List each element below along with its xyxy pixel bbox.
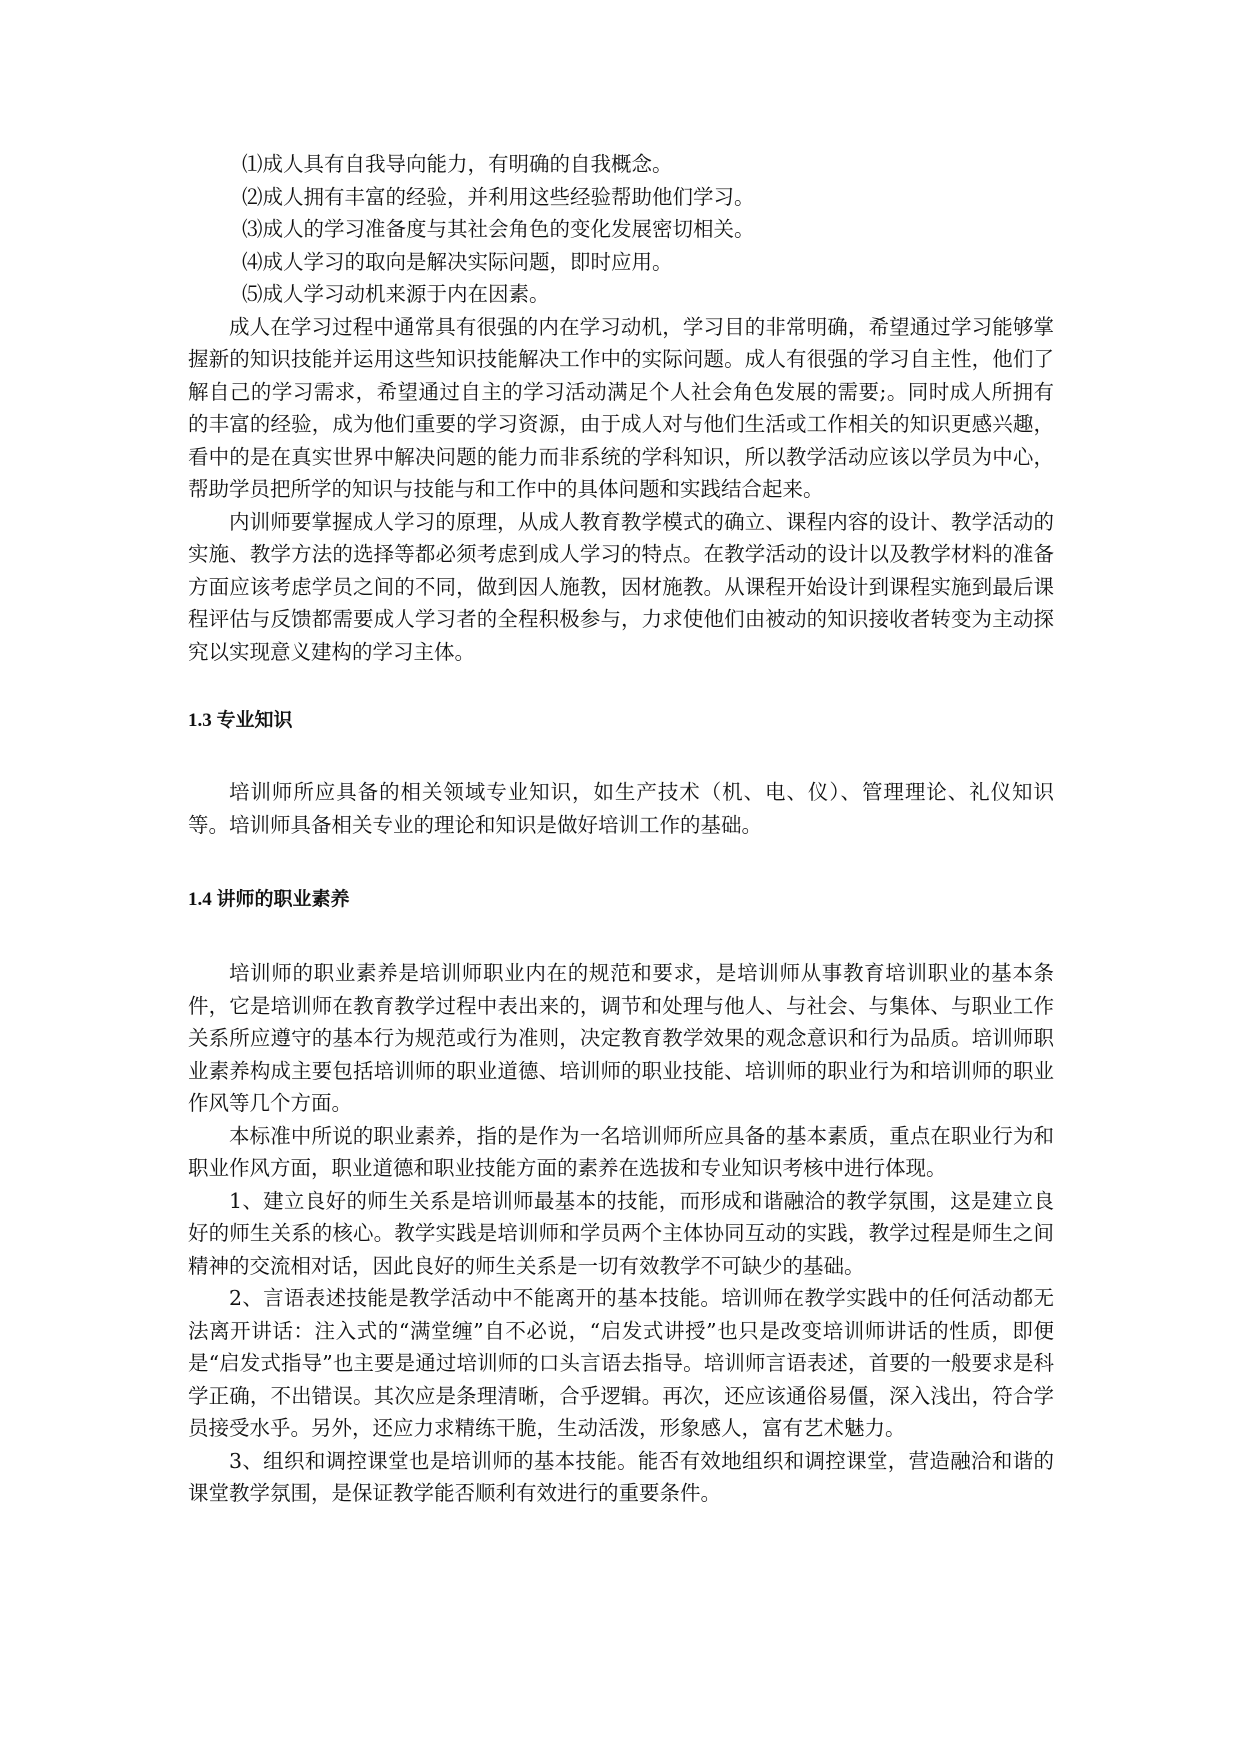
numbered-list bbox=[188, 148, 1054, 311]
spacer bbox=[188, 668, 1054, 706]
spacer bbox=[188, 841, 1054, 885]
body-paragraph: 本标准中所说的职业素养，指的是作为一名培训师所应具备的基本素质，重点在职业行为和职业作风方面，职业道德和职业技能方面的素养在选拔和专业知识考核中进行体现。 bbox=[188, 1123, 1054, 1180]
body-paragraph: 2、言语表述技能是教学活动中不能离开的基本技能。培训师在教学实践中的任何活动都无法离开讲话：注入式的“满堂缠”自不必说，“启发式讲授”也只是改变培训师讲话的性质，即便是“启发式指导”也主要是通过培训师的口头言语去指导。培训师言语表述，首要的一般要求是科学正确，不出错误。其次应是条理清晰，合乎逻辑。再次，还应该通俗易僵，深入浅出，符合学员接受水乎。另外，还应力求精练干脆，生动活泼，形象感人，富有艺术魅力。 bbox=[188, 1286, 1054, 1440]
list-item: ⑷成人学习的取向是解决实际问题，即时应用。 bbox=[242, 249, 673, 274]
page-content bbox=[188, 148, 1054, 1510]
body-paragraph: 培训师的职业素养是培训师职业内在的规范和要求，是培训师从事教育培训职业的基本条件，它是培训师在教育教学过程中表出来的，调节和处理与他人、与社会、与集体、与职业工作关系所应遵守的基本行为规范或行为准则，决定教育教学效果的观念意识和行为品质。培训师职业素养构成主要包括培训师的职业道德、培训师的职业技能、培训师的职业行为和培训师的职业作风等几个方面。 bbox=[188, 961, 1054, 1115]
list-item: ⑶成人的学习准备度与其社会角色的变化发展密切相关。 bbox=[242, 217, 755, 241]
body-paragraph: 3、组织和调控课堂也是培训师的基本技能。能否有效地组织和调控课堂，营造融洽和谐的课堂教学氛围，是保证教学能否顺利有效进行的重要条件。 bbox=[188, 1448, 1054, 1505]
body-paragraph: 内训师要掌握成人学习的原理，从成人教育教学模式的确立、课程内容的设计、教学活动的实施、教学方法的选择等都必须考虑到成人学习的特点。在教学活动的设计以及教学材料的准备方面应该考虑学员之间的不同，做到因人施教，因材施教。从课程开始设计到课程实施到最后课程评估与反馈都需要成人学习者的全程积极参与，力求使他们由被动的知识接收者转变为主动探究以实现意义建构的学习主体。 bbox=[188, 509, 1054, 664]
list-item: ⑵成人拥有丰富的经验，并利用这些经验帮助他们学习。 bbox=[242, 184, 755, 209]
body-paragraph: 培训师所应具备的相关领域专业知识，如生产技术（机、电、仪）、管理理论、礼仪知识等。培训师具备相关专业的理论和知识是做好培训工作的基础。 bbox=[188, 780, 1054, 837]
section-heading: 1.3 专业知识 bbox=[188, 710, 293, 731]
list-item: ⑴成人具有自我导向能力，有明确的自我概念。 bbox=[242, 152, 673, 176]
list-item: ⑸成人学习动机来源于内在因素。 bbox=[242, 282, 550, 306]
section-heading: 1.4 讲师的职业素养 bbox=[188, 889, 350, 910]
spacer bbox=[188, 915, 1054, 957]
body-paragraph: 1、建立良好的师生关系是培训师最基本的技能，而形成和谐融洽的教学氛围，这是建立良好的师生关系的核心。教学实践是培训师和学员两个主体协同互动的实践，教学过程是师生之间精神的交流相对话，因此良好的师生关系是一切有效教学不可缺少的基础。 bbox=[188, 1188, 1054, 1278]
body-paragraph: 成人在学习过程中通常具有很强的内在学习动机，学习目的非常明确，希望通过学习能够掌握新的知识技能并运用这些知识技能解决工作中的实际问题。成人有很强的学习自主性，他们了解自己的学习需求，希望通过自主的学习活动满足个人社会角色发展的需要;。同时成人所拥有的丰富的经验，成为他们重要的学习资源，由于成人对与他们生活或工作相关的知识更感兴趣，看中的是在真实世界中解决问题的能力而非系统的学科知识，所以教学活动应该以学员为中心，帮助学员把所学的知识与技能与和工作中的具体问题和实践结合起来。 bbox=[188, 314, 1054, 501]
spacer bbox=[188, 736, 1054, 776]
